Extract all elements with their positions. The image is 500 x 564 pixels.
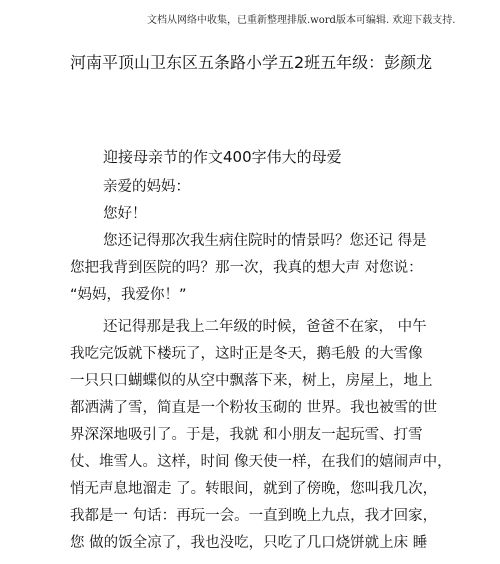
paragraph-line: 您把我背到医院的吗？那一次，我真的想大声 对您说： (70, 260, 423, 276)
paragraph-2 (70, 314, 452, 557)
paragraph-line: 仗、堆雪人。这样，时间 像天使一样，在我们的嬉闹声中， (70, 454, 452, 470)
school-title: 河南平顶山卫东区五条路小学五2班五年级：彭颜龙 (70, 53, 433, 72)
paragraph-1 (70, 228, 434, 309)
paragraph-line: 一只只口蝴蝶似的从空中飘落下来，树上，房屋上，地上 (70, 373, 433, 389)
paragraph-line: 界深深地吸引了。于是，我就 和小朋友一起玩雪、打雪 (70, 427, 423, 443)
paragraph-line: 我都是一 句话：再玩一会。一直到晚上九点，我才回家， (70, 508, 438, 524)
download-notice: 文档从网络中收集，已重新整理排版.word版本可编辑. 欢迎下载支持. (147, 15, 456, 26)
essay-title: 迎接母亲节的作文400字伟大的母爱 (103, 148, 342, 166)
paragraph-line: 还记得那是我上二年级的时候，爸爸不在家， 中午 (103, 319, 427, 335)
paragraph-line: 都洒满了雪，简直是一个粉妆玉砌的 世界。我也被雪的世 (70, 400, 438, 416)
salutation: 亲爱的妈妈： (103, 179, 190, 195)
greeting: 您好！ (103, 206, 147, 222)
paragraph-line: 您还记得那次我生病住院时的情景吗？您还记 得是 (103, 233, 427, 249)
paragraph-line: 您 做的饭全凉了，我也没吃，只吃了几口烧饼就上床 睡 (70, 535, 428, 551)
paragraph-line: 悄无声息地溜走 了。转眼间，就到了傍晚，您叫我几次， (70, 481, 438, 497)
paragraph-line: “妈妈，我爱你！” (70, 287, 187, 303)
paragraph-line: 我吃完饭就下楼玩了，这时正是冬天，鹅毛般 的大雪像 (70, 346, 423, 362)
